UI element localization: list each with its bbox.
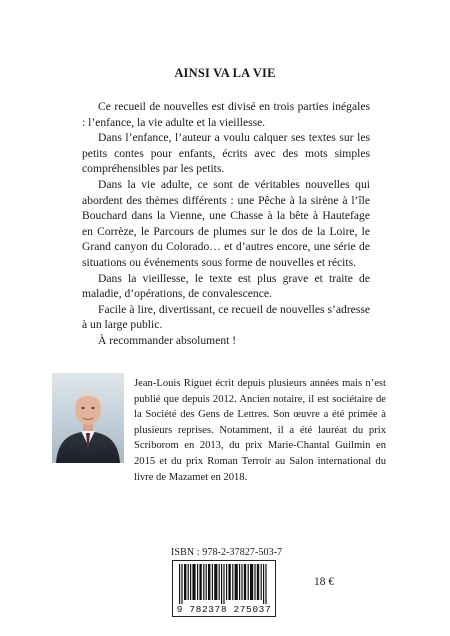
blurb-paragraph: Dans la vie adulte, ce sont de véritables nouvelles qui abordent des thèmes différents : une Pêche à la sirène à l’île Bouchard dans la Vienne, une Chasse à la bête à Hautefage en Corrèze, le Parcours de plumes sur le dos de la Loire, le Grand canyon du Colorado… et d’autres encore, une série de situations ou événements sous forme de nouvelles et récits. bbox=[82, 177, 370, 269]
barcode-bars bbox=[173, 561, 275, 605]
author-bio bbox=[134, 376, 386, 485]
barcode-digits: 9 782378 275037 bbox=[176, 604, 272, 615]
blurb bbox=[82, 99, 370, 349]
author-bio-text: Jean-Louis Riguet écrit depuis plusieurs années mais n’est publié que depuis 2012. Ancien notaire, il est sociétaire de la Société des Gens de Lettres. Son œuvre a été primée à plusieurs reprises. Notamment, il a été lauréat du prix Scriborom en 2013, du prix Marie-Chantal Guilmin en 2015 et du prix Roman Terroir au Salon international du livre de Mazamet en 2018. bbox=[134, 378, 386, 483]
blurb-paragraph: À recommander absolument ! bbox=[98, 333, 237, 347]
barcode bbox=[172, 560, 276, 617]
author-photo bbox=[52, 373, 124, 463]
author-portrait-image bbox=[52, 373, 124, 463]
book-title: AINSI VA LA VIE bbox=[174, 66, 276, 80]
blurb-paragraph: Dans l’enfance, l’auteur a voulu calquer ses textes sur les petits contes pour enfants, écrits avec des mots simples compréhensibles par les petits. bbox=[82, 131, 370, 176]
isbn-label: ISBN : 978-2-37827-503-7 bbox=[171, 547, 283, 558]
blurb-paragraph: Ce recueil de nouvelles est divisé en trois parties inégales : l’enfance, la vie adulte et la vieillesse. bbox=[82, 100, 370, 129]
blurb-paragraph: Facile à lire, divertissant, ce recueil de nouvelles s’adresse à un large public. bbox=[82, 302, 370, 332]
blurb-paragraph: Dans la vieillesse, le texte est plus grave et traite de maladie, d’opérations, de convalescence. bbox=[82, 271, 370, 301]
price-label: 18 € bbox=[314, 576, 335, 588]
